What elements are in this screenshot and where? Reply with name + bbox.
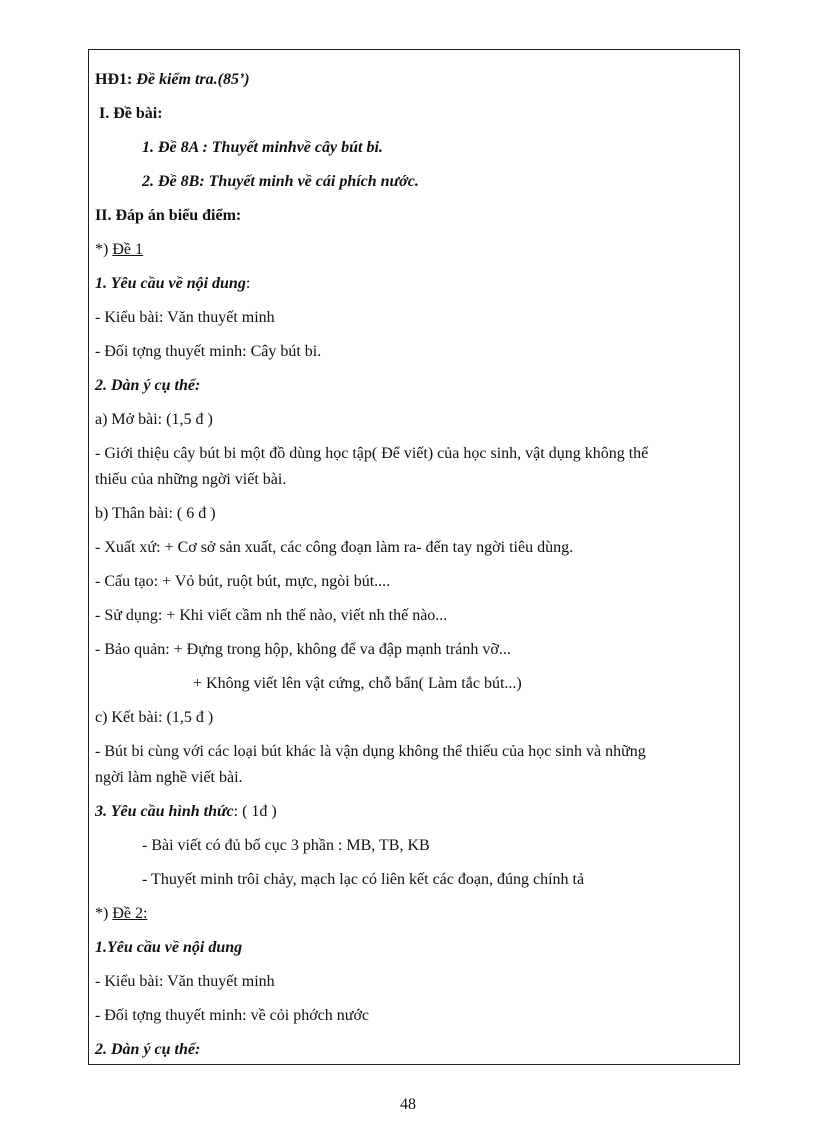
ket-bai-text-2: ngời làm nghề viết bài. <box>95 769 243 786</box>
topic-8b: 2. Đề 8B: Thuyết minh về cái phích nước. <box>142 173 419 190</box>
req2-line-1: - Kiểu bài: Văn thuyết minh <box>95 973 275 990</box>
de2-prefix: *) <box>95 905 113 922</box>
form-line-1: - Bài viết có đủ bố cục 3 phần : MB, TB, KB <box>142 837 430 854</box>
ket-bai-heading: c) Kết bài: (1,5 đ ) <box>95 709 214 726</box>
req1-title: 1. Yêu cầu về nội dung <box>95 275 246 292</box>
form-line-2: - Thuyết minh trôi chảy, mạch lạc có liên kết các đoạn, đúng chính tả <box>142 871 585 888</box>
cau-tao-line: - Cấu tạo: + Vỏ bút, ruột bút, mực, ngòi bút.... <box>95 573 391 590</box>
req1-line-1: - Kiểu bài: Văn thuyết minh <box>95 309 275 326</box>
topic-8a-text: : Thuyết minhvề cây bút bi. <box>198 139 383 156</box>
activity-label: HĐ1: <box>95 71 133 88</box>
de2-label: Đề 2: <box>112 905 148 922</box>
activity-heading <box>95 70 250 90</box>
section-1-title: I. Đề bài: <box>99 105 163 122</box>
de2-heading <box>95 904 147 924</box>
mo-bai-text-1: - Giới thiệu cây bút bi một đồ dùng học tập( Để viết) của học sinh, vật dụng không thể <box>95 445 649 462</box>
bao-quan-line-2: + Không viết lên vật cứng, chỗ bẩn( Làm tắc bút...) <box>193 675 522 692</box>
activity-title: Đề kiểm tra.(85’) <box>132 71 250 88</box>
outline2-title: 2. Dàn ý cụ thể: <box>95 1041 201 1058</box>
than-bai-heading: b) Thân bài: ( 6 đ ) <box>95 505 216 522</box>
req2-line-2: - Đối tợng thuyết minh: về cỏi phớch nước <box>95 1007 370 1024</box>
de1-heading <box>95 240 143 260</box>
mo-bai-text-2: thiếu của những ngời viết bài. <box>95 471 287 488</box>
outline-title: 2. Dàn ý cụ thể: <box>95 377 201 394</box>
req1-colon: : <box>245 275 251 292</box>
bao-quan-line: - Bảo quản: + Đựng trong hộp, không để va đập mạnh tránh vỡ... <box>95 641 511 658</box>
xuat-xu-line: - Xuất xứ: + Cơ sở sản xuất, các công đoạn làm ra- đến tay ngời tiêu dùng. <box>95 539 574 556</box>
req1-heading <box>95 274 250 294</box>
form-title: 3. Yêu cầu hình thức <box>95 803 234 820</box>
ket-bai-text-1: - Bút bi cùng với các loại bút khác là vận dụng không thể thiếu của học sinh và những <box>95 743 646 760</box>
section-2-title: II. Đáp án biểu điểm: <box>95 207 242 224</box>
form-score: : ( 1đ ) <box>233 803 277 820</box>
mo-bai-heading: a) Mở bài: (1,5 đ ) <box>95 411 213 428</box>
form-heading <box>95 802 277 822</box>
su-dung-line: - Sử dụng: + Khi viết cầm nh thế nào, viết nh thế nào... <box>95 607 448 624</box>
req1-line-2: - Đối tợng thuyết minh: Cây bút bi. <box>95 343 322 360</box>
req2-title: 1.Yêu cầu về nội dung <box>95 939 243 956</box>
de1-label: Đề 1 <box>112 241 143 258</box>
page-number: 48 <box>400 1096 416 1113</box>
de1-prefix: *) <box>95 241 113 258</box>
topic-8a <box>142 138 383 158</box>
topic-8a-label: 1. Đề 8A <box>142 139 199 156</box>
